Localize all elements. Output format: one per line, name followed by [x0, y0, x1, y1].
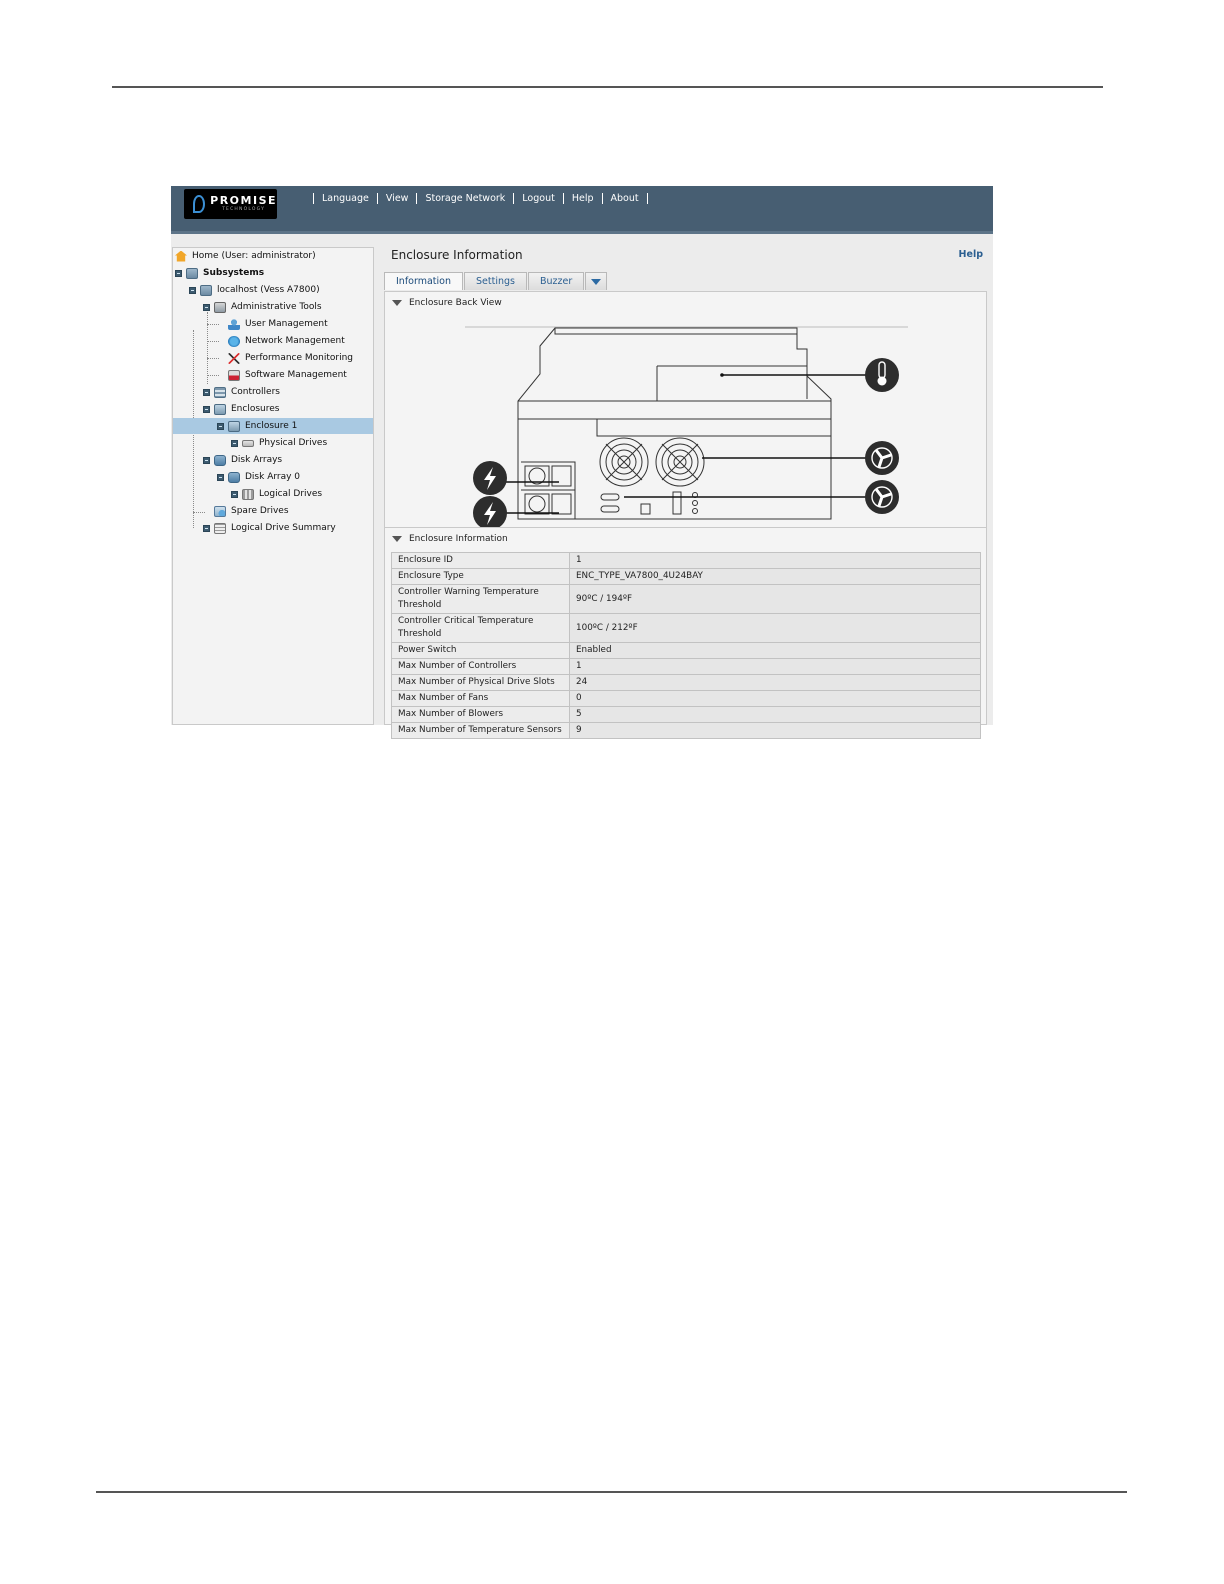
- table-row: [392, 643, 981, 659]
- page-top-rule: [112, 86, 1103, 88]
- collapse-toggle-icon[interactable]: [203, 389, 210, 396]
- tree-item-software-management[interactable]: [228, 367, 347, 383]
- row-value: 90ºC / 194ºF: [570, 585, 981, 614]
- row-value: 100ºC / 212ºF: [570, 614, 981, 643]
- section-title: Enclosure Back View: [409, 298, 502, 308]
- enclosure-icon: [214, 404, 226, 415]
- menu-logout[interactable]: Logout: [522, 193, 555, 204]
- tree-item-enclosure-1[interactable]: [173, 418, 373, 434]
- table-row: [392, 691, 981, 707]
- table-row: [392, 553, 981, 569]
- table-row: [392, 569, 981, 585]
- info-section-header[interactable]: [392, 534, 508, 544]
- menu-about[interactable]: About: [610, 193, 639, 204]
- tree-item-logical-drive-summary[interactable]: [203, 520, 336, 536]
- menu-view[interactable]: View: [385, 193, 409, 204]
- menu-separator: [313, 193, 314, 204]
- tree-item-localhost[interactable]: [189, 282, 320, 298]
- controller-icon: [214, 387, 226, 398]
- subsystems-icon: [186, 268, 198, 279]
- enclosure-icon: [228, 421, 240, 432]
- row-key: Enclosure ID: [392, 553, 570, 569]
- power-icon: [473, 461, 507, 495]
- tree-item-label: Home (User: administrator): [192, 251, 316, 261]
- summary-icon: [214, 523, 226, 534]
- collapse-toggle-icon[interactable]: [175, 270, 182, 277]
- table-row: [392, 585, 981, 614]
- server-icon: [200, 285, 212, 296]
- app-window: [171, 186, 993, 735]
- user-icon: [228, 319, 240, 330]
- tree-item-label: Enclosures: [231, 404, 280, 414]
- menu-storage-network[interactable]: Storage Network: [425, 193, 506, 204]
- collapse-toggle-icon[interactable]: [203, 304, 210, 311]
- tools-icon: [214, 302, 226, 313]
- collapse-toggle-icon[interactable]: [231, 440, 238, 447]
- navigation-tree: [172, 247, 374, 725]
- enclosure-info-table: [391, 552, 981, 739]
- menu-separator: [416, 193, 417, 204]
- menu-separator: [563, 193, 564, 204]
- tree-item-label: Logical Drive Summary: [231, 523, 336, 533]
- table-row: [392, 723, 981, 739]
- row-key: Max Number of Fans: [392, 691, 570, 707]
- tab-more-dropdown[interactable]: [585, 272, 607, 290]
- row-key: Max Number of Blowers: [392, 707, 570, 723]
- tree-item-label: Enclosure 1: [245, 421, 298, 431]
- tree-item-disk-arrays[interactable]: [203, 452, 282, 468]
- collapse-triangle-icon: [392, 536, 402, 542]
- logo-brand-text: PROMISE: [210, 194, 277, 208]
- enclosure-back-view-panel: [384, 291, 987, 529]
- tree-item-physical-drives[interactable]: [231, 435, 327, 451]
- main-menu: [305, 192, 656, 205]
- spare-drive-icon: [214, 506, 226, 517]
- row-value: 5: [570, 707, 981, 723]
- tree-item-disk-array-0[interactable]: [217, 469, 300, 485]
- software-icon: [228, 370, 240, 381]
- tree-item-home[interactable]: [175, 248, 316, 264]
- menu-separator: [602, 193, 603, 204]
- row-key: Enclosure Type: [392, 569, 570, 585]
- page-bottom-rule: [96, 1491, 1127, 1493]
- tree-item-label: Subsystems: [203, 268, 265, 278]
- tree-item-network-management[interactable]: [228, 333, 345, 349]
- collapse-toggle-icon[interactable]: [231, 491, 238, 498]
- row-value: 9: [570, 723, 981, 739]
- main-content: [381, 242, 993, 735]
- table-row: [392, 707, 981, 723]
- tab-buzzer[interactable]: Buzzer: [528, 272, 584, 290]
- menu-separator: [647, 193, 648, 204]
- row-key: Max Number of Controllers: [392, 659, 570, 675]
- logo-sub-text: TECHNOLOGY: [222, 207, 266, 213]
- menu-separator: [513, 193, 514, 204]
- tree-item-administrative-tools[interactable]: [203, 299, 322, 315]
- tree-item-label: Spare Drives: [231, 506, 289, 516]
- row-value: 1: [570, 659, 981, 675]
- top-navigation-bar: [171, 186, 993, 234]
- disk-array-icon: [228, 472, 240, 483]
- tree-item-controllers[interactable]: [203, 384, 280, 400]
- promise-logo-mark-icon: [193, 195, 205, 213]
- tab-bar: [384, 272, 608, 290]
- tree-item-label: Logical Drives: [259, 489, 323, 499]
- table-row: [392, 675, 981, 691]
- tree-item-label: localhost (Vess A7800): [217, 285, 320, 295]
- table-row: [392, 614, 981, 643]
- globe-icon: [228, 336, 240, 347]
- row-value: Enabled: [570, 643, 981, 659]
- tree-connector: [207, 341, 219, 342]
- enclosure-back-view-diagram: [465, 324, 910, 524]
- tree-item-label: Disk Array 0: [245, 472, 301, 482]
- tree-item-label: Disk Arrays: [231, 455, 283, 465]
- logical-drive-icon: [242, 489, 254, 500]
- tree-item-label: Administrative Tools: [231, 302, 322, 312]
- thermometer-icon: [865, 358, 899, 392]
- help-link[interactable]: Help: [958, 249, 983, 260]
- row-value: 24: [570, 675, 981, 691]
- tree-item-label: Software Management: [245, 370, 347, 380]
- tree-connector: [207, 312, 208, 384]
- performance-chart-icon: [228, 353, 240, 364]
- row-key: Power Switch: [392, 643, 570, 659]
- tree-item-label: User Management: [245, 319, 328, 329]
- row-value: ENC_TYPE_VA7800_4U24BAY: [570, 569, 981, 585]
- drive-icon: [242, 440, 254, 447]
- tree-item-label: Performance Monitoring: [245, 353, 354, 363]
- collapse-toggle-icon[interactable]: [203, 525, 210, 532]
- tree-item-logical-drives[interactable]: [231, 486, 322, 502]
- tree-item-spare-drives[interactable]: [214, 503, 289, 519]
- tree-item-enclosures[interactable]: [203, 401, 279, 417]
- fan-icon: [865, 480, 899, 514]
- enclosure-information-panel: [384, 527, 987, 735]
- tree-item-subsystems[interactable]: [175, 265, 264, 281]
- collapse-triangle-icon: [392, 300, 402, 306]
- fan-icon: [865, 441, 899, 475]
- tree-item-performance-monitoring[interactable]: [228, 350, 353, 366]
- disk-array-icon: [214, 455, 226, 466]
- section-title: Enclosure Information: [409, 534, 508, 544]
- menu-separator: [377, 193, 378, 204]
- home-icon: [175, 251, 187, 262]
- row-value: 1: [570, 553, 981, 569]
- tree-connector: [207, 358, 219, 359]
- collapse-toggle-icon[interactable]: [217, 423, 224, 430]
- tree-connector: [207, 324, 219, 325]
- tree-item-label: Controllers: [231, 387, 280, 397]
- tree-item-user-management[interactable]: [228, 316, 328, 332]
- tree-connector: [193, 512, 205, 513]
- tab-settings[interactable]: Settings: [464, 272, 527, 290]
- collapse-toggle-icon[interactable]: [203, 406, 210, 413]
- collapse-toggle-icon[interactable]: [217, 474, 224, 481]
- collapse-toggle-icon[interactable]: [203, 457, 210, 464]
- row-value: 0: [570, 691, 981, 707]
- table-row: [392, 659, 981, 675]
- page-title: Enclosure Information: [391, 248, 523, 262]
- row-key: Max Number of Temperature Sensors: [392, 723, 570, 739]
- promise-logo[interactable]: [184, 189, 277, 219]
- tree-item-label: Physical Drives: [259, 438, 328, 448]
- collapse-toggle-icon[interactable]: [189, 287, 196, 294]
- row-key: Controller Warning Temperature Threshold: [392, 585, 570, 614]
- row-key: Max Number of Physical Drive Slots: [392, 675, 570, 691]
- back-view-section-header[interactable]: [392, 298, 502, 308]
- menu-help[interactable]: Help: [571, 193, 594, 204]
- menu-language[interactable]: Language: [322, 193, 369, 204]
- dropdown-arrow-icon: [591, 279, 601, 285]
- tree-connector: [207, 375, 219, 376]
- row-key: Controller Critical Temperature Threshold: [392, 614, 570, 643]
- tree-item-label: Network Management: [245, 336, 345, 346]
- power-icon: [473, 496, 507, 530]
- tab-information[interactable]: Information: [384, 272, 463, 290]
